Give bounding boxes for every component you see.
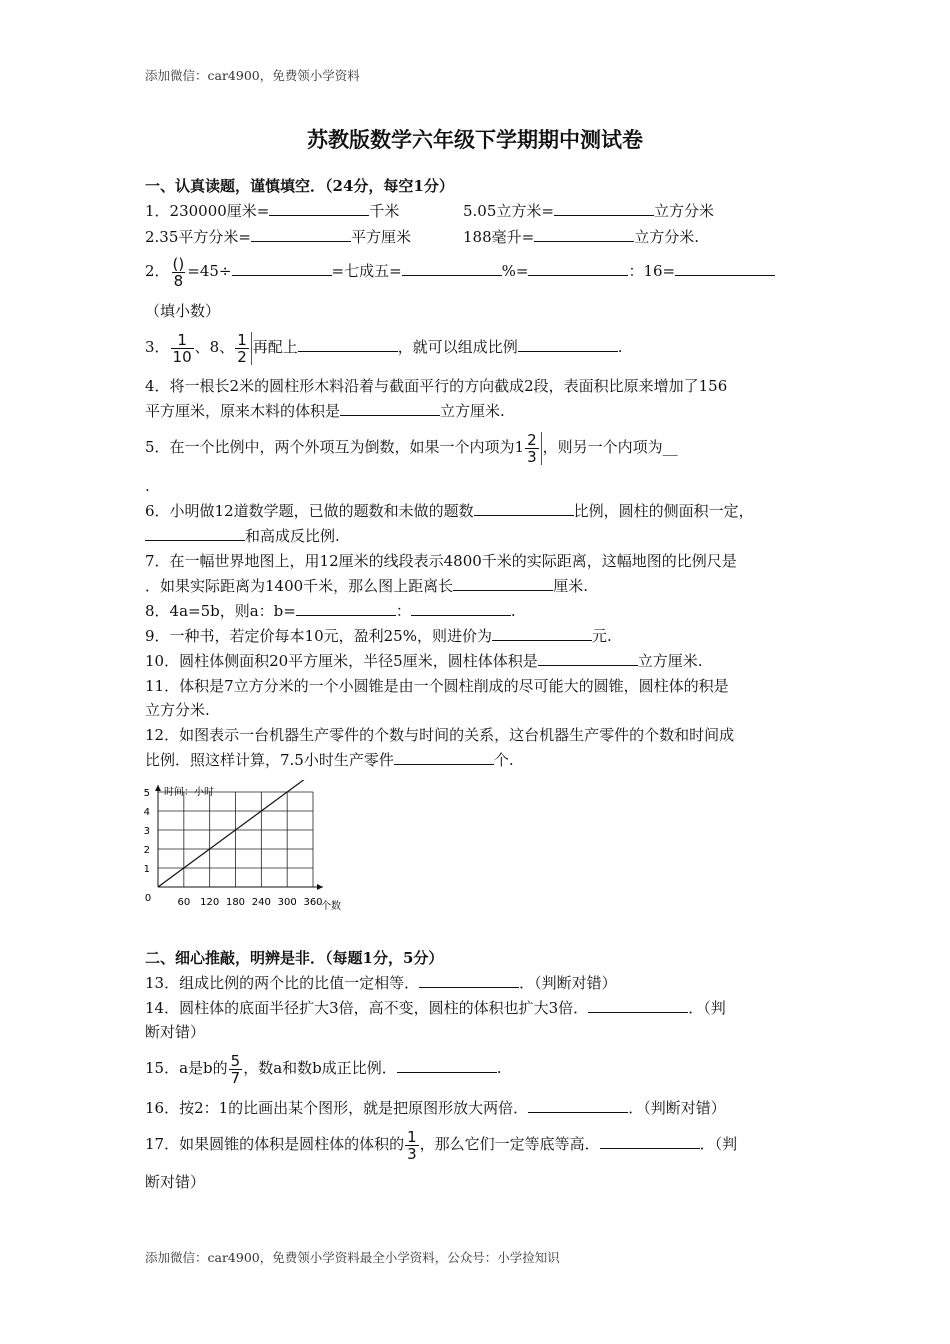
answer-blank[interactable]: [453, 576, 553, 591]
q4-line1: 4．将一根长2米的圆柱形木料沿着与截面平行的方向截成2段，表面积比原来增加了156: [145, 377, 728, 395]
x-tick-label: 360: [303, 897, 323, 908]
answer-blank[interactable]: [251, 227, 351, 242]
q1-row1: 1．230000厘米= 千米: [145, 202, 400, 220]
page-title: 苏教版数学六年级下学期期中测试卷: [307, 127, 643, 152]
answer-blank[interactable]: [298, 337, 398, 352]
answer-blank[interactable]: [474, 501, 574, 516]
q14-line1: 14．圆柱体的底面半径扩大3倍，高不变，圆柱的体积也扩大3倍． ．（判: [145, 999, 726, 1017]
q9-line: 9．一种书，若定价每本10元，盈利25%，则进价为 元.: [145, 627, 612, 645]
answer-blank[interactable]: [554, 201, 654, 216]
q5-line2: .: [145, 477, 150, 495]
section2-heading: 二、细心推敲，明辨是非．（每题1分，5分）: [145, 949, 444, 967]
fraction: $\frac{2}{3}$: [525, 432, 542, 465]
q17-line2: 断对错）: [145, 1173, 206, 1191]
fraction: $\frac{5}{7}$: [230, 1051, 241, 1087]
answer-blank[interactable]: [518, 337, 618, 352]
answer-blank[interactable]: [419, 973, 519, 988]
q7-line1: 7．在一幅世界地图上，用12厘米的线段表示4800千米的实际距离，这幅地图的比例尺是: [145, 552, 737, 570]
q13-line: 13．组成比例的两个比的比值一定相等． ．（判断对错）: [145, 974, 617, 992]
fraction: $\frac{1}{10}$: [172, 330, 192, 366]
page-header: 添加微信：car4900，免费领小学资料: [145, 68, 360, 83]
q8-line: 8．4a=5b，则a：b= ： .: [145, 602, 516, 620]
answer-blank[interactable]: [528, 261, 628, 276]
y-tick-label: 4: [143, 807, 150, 818]
x-tick-label: 300: [277, 897, 297, 908]
q15-line: 15．a是b的 $\frac{5}{7}$ ，数a和数b成正比例． .: [145, 1051, 502, 1087]
q2-note: （填小数）: [145, 302, 221, 320]
q5-line: 5．在一个比例中，两个外项互为倒数，如果一个内项为1 $\frac{2}{3}$ ，则另一个内项为__: [145, 430, 678, 466]
q14-line2: 断对错）: [145, 1023, 206, 1041]
q12-line1: 12．如图表示一台机器生产零件的个数与时间的关系，这台机器生产零件的个数和时间成: [145, 726, 735, 744]
fraction: $\frac{()}{8}$: [172, 254, 185, 290]
q1-row1b: 5.05立方米= 立方分米: [463, 202, 714, 220]
q11-line1: 11．体积是7立方分米的一个小圆锥是由一个圆柱削成的尽可能大的圆锥，圆柱体的积是: [145, 677, 729, 695]
answer-blank[interactable]: [232, 261, 332, 276]
q3-line: 3． $\frac{1}{10}$ 、8、 $\frac{1}{2}$ 再配上 ，就可以组成比例 .: [145, 330, 623, 366]
answer-blank[interactable]: [675, 261, 775, 276]
answer-blank[interactable]: [600, 1134, 700, 1149]
answer-blank[interactable]: [397, 1058, 497, 1073]
line-chart: [140, 780, 345, 915]
q2-line: 2． $\frac{()}{8}$ =45÷ =七成五= %= ：16=: [145, 254, 775, 289]
y-axis-arrow: [155, 785, 161, 791]
answer-blank[interactable]: [411, 601, 511, 616]
y-tick-label: 5: [143, 788, 150, 799]
answer-blank[interactable]: [296, 601, 396, 616]
q16-line: 16．按2：1的比画出某个图形，就是把原图形放大两倍． ．（判断对错）: [145, 1099, 726, 1117]
x-tick-label: 240: [251, 897, 271, 908]
q1-row2: 2.35平方分米= 平方厘米: [145, 228, 411, 246]
section1-heading: 一、认真读题，谨慎填空．（24分，每空1分）: [145, 177, 454, 195]
fraction: $\frac{1}{2}$: [235, 332, 252, 365]
y-tick-label: 1: [143, 864, 150, 875]
answer-blank[interactable]: [528, 1098, 628, 1113]
page-footer: 添加微信：car4900，免费领小学资料最全小学资料，公众号：小学捡知识: [145, 1250, 560, 1265]
x-tick-label: 120: [200, 897, 220, 908]
y-tick-label: 2: [143, 845, 150, 856]
y-axis-label: 时间：小时: [164, 787, 214, 798]
y-tick-label: 3: [143, 826, 150, 837]
x-tick-label: 180: [225, 897, 246, 908]
answer-blank[interactable]: [402, 261, 502, 276]
q7-line2: ．如果实际距离为1400千米，那么图上距离长 厘米.: [145, 577, 588, 595]
answer-blank[interactable]: [269, 201, 369, 216]
fraction: $\frac{1}{3}$: [407, 1127, 417, 1163]
answer-blank[interactable]: [492, 626, 592, 641]
answer-blank[interactable]: [538, 651, 638, 666]
q12-line2: 比例．照这样计算，7.5小时生产零件 个.: [145, 751, 514, 769]
origin-label: 0: [144, 893, 152, 904]
answer-blank[interactable]: [340, 401, 440, 416]
x-axis-label: 个数: [321, 901, 341, 912]
q10-line: 10．圆柱体侧面积20平方厘米，半径5厘米，圆柱体体积是 立方厘米.: [145, 652, 703, 670]
x-tick-label: 60: [177, 897, 191, 908]
q6-line2: 和高成反比例.: [145, 526, 340, 546]
answer-blank[interactable]: [588, 998, 688, 1013]
q17-line1: 17．如果圆锥的体积是圆柱体的体积的 $\frac{1}{3}$ ，那么它们一定等底等高． ．（判: [145, 1127, 738, 1163]
q11-line2: 立方分米.: [145, 701, 210, 719]
q1-row2b: 188毫升= 立方分米.: [463, 228, 699, 246]
answer-blank[interactable]: [394, 750, 494, 765]
answer-blank[interactable]: [534, 227, 634, 242]
x-axis-arrow: [317, 884, 323, 890]
answer-blank[interactable]: [145, 526, 245, 541]
q4-line2: 平方厘米，原来木料的体积是 立方厘米.: [145, 402, 505, 420]
q6-line1: 6．小明做12道数学题，已做的题数和未做的题数 比例，圆柱的侧面积一定，: [145, 502, 754, 520]
